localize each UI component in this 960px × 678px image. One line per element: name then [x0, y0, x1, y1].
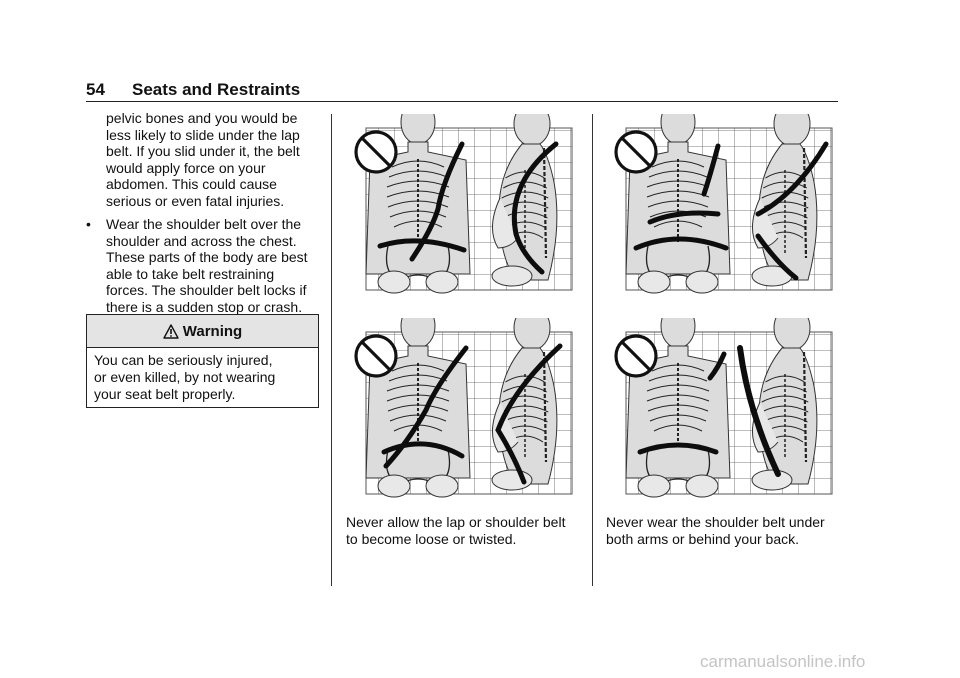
bullet-text — [106, 216, 308, 315]
text-line: You can be seriously injured, — [94, 352, 273, 368]
warning-box — [86, 314, 319, 408]
warning-header — [87, 315, 318, 348]
text-line: there is a sudden stop or crash. — [106, 298, 303, 315]
text-line: forces. The shoulder belt locks if — [106, 282, 307, 298]
header-rule — [86, 101, 838, 102]
continued-paragraph — [86, 110, 326, 209]
text-line: belt. If you slid under it, the belt — [106, 143, 300, 159]
text-line: or even killed, by not wearing — [94, 369, 276, 385]
text-line: pelvic bones and you would be — [106, 110, 298, 126]
text-line: would apply force on your — [106, 159, 266, 176]
warning-text — [87, 348, 318, 407]
column-divider — [331, 114, 332, 586]
figure-caption-left — [346, 514, 591, 547]
text-line: your seat belt properly. — [94, 386, 236, 402]
warning-triangle-icon — [163, 324, 179, 339]
illustration-twisted-belt — [346, 318, 578, 500]
text-line: These parts of the body are best — [106, 249, 308, 265]
text-line: Wear the shoulder belt over the — [106, 216, 302, 232]
bullet-mark: • — [86, 216, 91, 232]
prohibited-icon — [356, 336, 396, 376]
page-number: 54 — [86, 80, 105, 99]
column-divider — [592, 114, 593, 586]
prohibited-icon — [616, 132, 656, 172]
text-line: able to take belt restraining — [106, 265, 275, 282]
illustration-belt-under-arms — [606, 114, 838, 296]
prohibited-icon — [616, 336, 656, 376]
text-line: abdomen. This could cause — [106, 176, 277, 192]
watermark: carmanualsonline.info — [700, 652, 866, 671]
illustration-belt-behind-back — [606, 318, 838, 500]
page-header — [86, 80, 300, 100]
text-line: to become loose or twisted. — [346, 530, 517, 547]
illustration-loose-belt — [346, 114, 578, 296]
warning-title: Warning — [182, 322, 243, 340]
text-line: Never wear the shoulder belt under — [606, 514, 825, 530]
section-title: Seats and Restraints — [132, 80, 301, 99]
figure-caption-right — [606, 514, 851, 547]
text-line: serious or even fatal injuries. — [106, 192, 285, 209]
text-line: both arms or behind your back. — [606, 530, 799, 547]
text-line: shoulder and across the chest. — [106, 232, 297, 249]
bullet-item — [86, 216, 326, 315]
text-line: less likely to slide under the lap — [106, 126, 300, 143]
body-text-column — [86, 110, 326, 315]
prohibited-icon — [356, 132, 396, 172]
text-line: Never allow the lap or shoulder belt — [346, 514, 566, 530]
